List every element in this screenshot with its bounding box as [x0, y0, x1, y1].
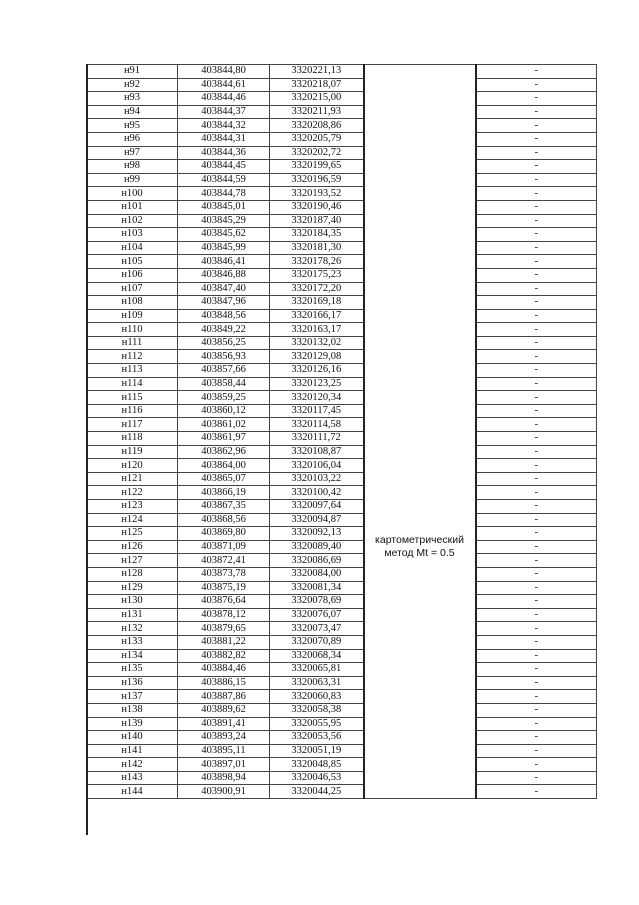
note-cell: -: [476, 268, 597, 282]
point-name-cell: н103: [87, 228, 178, 242]
x-coordinate-cell: 403856,93: [178, 350, 270, 364]
y-coordinate-cell: 3320221,13: [270, 65, 364, 79]
table-row: [87, 663, 597, 677]
point-name-cell: н139: [87, 717, 178, 731]
y-coordinate-cell: 3320184,35: [270, 228, 364, 242]
table-row: [87, 268, 597, 282]
point-name-cell: н97: [87, 146, 178, 160]
x-coordinate-cell: 403887,86: [178, 690, 270, 704]
x-coordinate-cell: 403861,97: [178, 432, 270, 446]
point-name-cell: н114: [87, 377, 178, 391]
x-coordinate-cell: 403898,94: [178, 771, 270, 785]
y-coordinate-cell: 3320211,93: [270, 105, 364, 119]
y-coordinate-cell: 3320081,34: [270, 581, 364, 595]
x-coordinate-cell: 403845,01: [178, 200, 270, 214]
y-coordinate-cell: 3320065,81: [270, 663, 364, 677]
y-coordinate-cell: 3320114,58: [270, 418, 364, 432]
note-cell: -: [476, 105, 597, 119]
y-coordinate-cell: 3320053,56: [270, 731, 364, 745]
y-coordinate-cell: 3320106,04: [270, 459, 364, 473]
method-cell-upper: [364, 65, 476, 296]
x-coordinate-cell: 403871,09: [178, 540, 270, 554]
table-row: [87, 703, 597, 717]
y-coordinate-cell: 3320103,22: [270, 472, 364, 486]
note-cell: -: [476, 309, 597, 323]
note-cell: -: [476, 703, 597, 717]
x-coordinate-cell: 403860,12: [178, 404, 270, 418]
y-coordinate-cell: 3320097,64: [270, 500, 364, 514]
note-cell: -: [476, 132, 597, 146]
table-row: [87, 350, 597, 364]
note-cell: -: [476, 622, 597, 636]
x-coordinate-cell: 403889,62: [178, 703, 270, 717]
point-name-cell: н105: [87, 255, 178, 269]
table-row: [87, 540, 597, 554]
table-row: [87, 309, 597, 323]
note-cell: -: [476, 78, 597, 92]
table-row: [87, 690, 597, 704]
x-coordinate-cell: 403884,46: [178, 663, 270, 677]
point-name-cell: н92: [87, 78, 178, 92]
y-coordinate-cell: 3320208,86: [270, 119, 364, 133]
point-name-cell: н112: [87, 350, 178, 364]
table-row: [87, 500, 597, 514]
x-coordinate-cell: 403866,19: [178, 486, 270, 500]
note-cell: -: [476, 649, 597, 663]
point-name-cell: н93: [87, 92, 178, 106]
point-name-cell: н132: [87, 622, 178, 636]
x-coordinate-cell: 403857,66: [178, 364, 270, 378]
table-row: [87, 567, 597, 581]
note-cell: -: [476, 771, 597, 785]
coordinates-table: [86, 64, 597, 799]
x-coordinate-cell: 403844,61: [178, 78, 270, 92]
x-coordinate-cell: 403844,59: [178, 173, 270, 187]
point-name-cell: н104: [87, 241, 178, 255]
table-row: [87, 65, 597, 79]
x-coordinate-cell: 403886,15: [178, 676, 270, 690]
note-cell: -: [476, 323, 597, 337]
x-coordinate-cell: 403891,41: [178, 717, 270, 731]
note-cell: -: [476, 608, 597, 622]
table-row: [87, 445, 597, 459]
y-coordinate-cell: 3320132,02: [270, 336, 364, 350]
y-coordinate-cell: 3320196,59: [270, 173, 364, 187]
y-coordinate-cell: 3320076,07: [270, 608, 364, 622]
y-coordinate-cell: 3320215,00: [270, 92, 364, 106]
y-coordinate-cell: 3320046,53: [270, 771, 364, 785]
table-row: [87, 200, 597, 214]
point-name-cell: н131: [87, 608, 178, 622]
x-coordinate-cell: 403868,56: [178, 513, 270, 527]
point-name-cell: н101: [87, 200, 178, 214]
x-coordinate-cell: 403861,02: [178, 418, 270, 432]
y-coordinate-cell: 3320218,07: [270, 78, 364, 92]
note-cell: -: [476, 731, 597, 745]
x-coordinate-cell: 403873,78: [178, 567, 270, 581]
note-cell: -: [476, 581, 597, 595]
point-name-cell: н91: [87, 65, 178, 79]
method-cell: картометрический метод Mt = 0.5: [364, 296, 476, 799]
table-row: [87, 459, 597, 473]
x-coordinate-cell: 403897,01: [178, 758, 270, 772]
table-row: [87, 228, 597, 242]
x-coordinate-cell: 403872,41: [178, 554, 270, 568]
point-name-cell: н100: [87, 187, 178, 201]
x-coordinate-cell: 403849,22: [178, 323, 270, 337]
note-cell: -: [476, 296, 597, 310]
x-coordinate-cell: 403864,00: [178, 459, 270, 473]
x-coordinate-cell: 403845,62: [178, 228, 270, 242]
note-cell: -: [476, 200, 597, 214]
x-coordinate-cell: 403882,82: [178, 649, 270, 663]
y-coordinate-cell: 3320190,46: [270, 200, 364, 214]
table-row: [87, 486, 597, 500]
x-coordinate-cell: 403867,35: [178, 500, 270, 514]
table-row: [87, 432, 597, 446]
point-name-cell: н135: [87, 663, 178, 677]
note-cell: -: [476, 255, 597, 269]
point-name-cell: н106: [87, 268, 178, 282]
table-row: [87, 731, 597, 745]
x-coordinate-cell: 403893,24: [178, 731, 270, 745]
table-row: [87, 635, 597, 649]
point-name-cell: н130: [87, 595, 178, 609]
table-row: [87, 676, 597, 690]
note-cell: -: [476, 336, 597, 350]
x-coordinate-cell: 403879,65: [178, 622, 270, 636]
x-coordinate-cell: 403844,80: [178, 65, 270, 79]
y-coordinate-cell: 3320094,87: [270, 513, 364, 527]
point-name-cell: н120: [87, 459, 178, 473]
table-row: [87, 513, 597, 527]
y-coordinate-cell: 3320126,16: [270, 364, 364, 378]
note-cell: -: [476, 391, 597, 405]
x-coordinate-cell: 403846,41: [178, 255, 270, 269]
x-coordinate-cell: 403875,19: [178, 581, 270, 595]
x-coordinate-cell: 403876,64: [178, 595, 270, 609]
table-row: [87, 472, 597, 486]
table-row: [87, 744, 597, 758]
point-name-cell: н136: [87, 676, 178, 690]
x-coordinate-cell: 403878,12: [178, 608, 270, 622]
point-name-cell: н109: [87, 309, 178, 323]
x-coordinate-cell: 403869,80: [178, 527, 270, 541]
y-coordinate-cell: 3320111,72: [270, 432, 364, 446]
point-name-cell: н144: [87, 785, 178, 799]
note-cell: -: [476, 540, 597, 554]
table-body: [87, 65, 597, 799]
point-name-cell: н115: [87, 391, 178, 405]
table-row: [87, 255, 597, 269]
table-row: [87, 160, 597, 174]
point-name-cell: н113: [87, 364, 178, 378]
table-row: [87, 78, 597, 92]
x-coordinate-cell: 403844,31: [178, 132, 270, 146]
note-cell: -: [476, 241, 597, 255]
table-row: [87, 146, 597, 160]
x-coordinate-cell: 403844,37: [178, 105, 270, 119]
note-cell: -: [476, 445, 597, 459]
point-name-cell: н129: [87, 581, 178, 595]
point-name-cell: н108: [87, 296, 178, 310]
table-row: [87, 282, 597, 296]
y-coordinate-cell: 3320129,08: [270, 350, 364, 364]
point-name-cell: н127: [87, 554, 178, 568]
x-coordinate-cell: 403858,44: [178, 377, 270, 391]
x-coordinate-cell: 403865,07: [178, 472, 270, 486]
note-cell: -: [476, 187, 597, 201]
note-cell: -: [476, 282, 597, 296]
table-row: [87, 323, 597, 337]
point-name-cell: н126: [87, 540, 178, 554]
point-name-cell: н122: [87, 486, 178, 500]
y-coordinate-cell: 3320172,20: [270, 282, 364, 296]
note-cell: -: [476, 418, 597, 432]
table-row: [87, 527, 597, 541]
y-coordinate-cell: 3320060,83: [270, 690, 364, 704]
point-name-cell: н116: [87, 404, 178, 418]
note-cell: -: [476, 377, 597, 391]
table-row: [87, 214, 597, 228]
x-coordinate-cell: 403844,46: [178, 92, 270, 106]
note-cell: -: [476, 567, 597, 581]
table-row: [87, 391, 597, 405]
note-cell: -: [476, 119, 597, 133]
y-coordinate-cell: 3320120,34: [270, 391, 364, 405]
y-coordinate-cell: 3320058,38: [270, 703, 364, 717]
table-row: [87, 173, 597, 187]
x-coordinate-cell: 403846,88: [178, 268, 270, 282]
note-cell: -: [476, 214, 597, 228]
x-coordinate-cell: 403845,29: [178, 214, 270, 228]
point-name-cell: н98: [87, 160, 178, 174]
x-coordinate-cell: 403848,56: [178, 309, 270, 323]
y-coordinate-cell: 3320117,45: [270, 404, 364, 418]
note-cell: -: [476, 160, 597, 174]
point-name-cell: н123: [87, 500, 178, 514]
x-coordinate-cell: 403844,78: [178, 187, 270, 201]
table-row: [87, 554, 597, 568]
point-name-cell: н95: [87, 119, 178, 133]
point-name-cell: н111: [87, 336, 178, 350]
table-row: [87, 336, 597, 350]
x-coordinate-cell: 403845,99: [178, 241, 270, 255]
table-row: [87, 132, 597, 146]
y-coordinate-cell: 3320178,26: [270, 255, 364, 269]
note-cell: -: [476, 513, 597, 527]
note-cell: -: [476, 65, 597, 79]
note-cell: -: [476, 92, 597, 106]
note-cell: -: [476, 459, 597, 473]
table-row: [87, 187, 597, 201]
point-name-cell: н124: [87, 513, 178, 527]
table-row: [87, 241, 597, 255]
point-name-cell: н125: [87, 527, 178, 541]
note-cell: -: [476, 472, 597, 486]
y-coordinate-cell: 3320084,00: [270, 567, 364, 581]
y-coordinate-cell: 3320070,89: [270, 635, 364, 649]
y-coordinate-cell: 3320068,34: [270, 649, 364, 663]
note-cell: -: [476, 404, 597, 418]
note-cell: -: [476, 554, 597, 568]
note-cell: -: [476, 676, 597, 690]
table-row: [87, 717, 597, 731]
table-row: [87, 649, 597, 663]
y-coordinate-cell: 3320199,65: [270, 160, 364, 174]
point-name-cell: н110: [87, 323, 178, 337]
table-row: [87, 418, 597, 432]
y-coordinate-cell: 3320193,52: [270, 187, 364, 201]
point-name-cell: н117: [87, 418, 178, 432]
x-coordinate-cell: 403844,45: [178, 160, 270, 174]
y-coordinate-cell: 3320100,42: [270, 486, 364, 500]
y-coordinate-cell: 3320044,25: [270, 785, 364, 799]
point-name-cell: н118: [87, 432, 178, 446]
note-cell: -: [476, 635, 597, 649]
note-cell: -: [476, 350, 597, 364]
table-row: [87, 785, 597, 799]
y-coordinate-cell: 3320123,25: [270, 377, 364, 391]
y-coordinate-cell: 3320063,31: [270, 676, 364, 690]
y-coordinate-cell: 3320086,69: [270, 554, 364, 568]
table-row: [87, 758, 597, 772]
note-cell: -: [476, 744, 597, 758]
y-coordinate-cell: 3320187,40: [270, 214, 364, 228]
point-name-cell: н107: [87, 282, 178, 296]
y-coordinate-cell: 3320055,95: [270, 717, 364, 731]
table-row: [87, 296, 597, 310]
table-row: [87, 622, 597, 636]
point-name-cell: н134: [87, 649, 178, 663]
y-coordinate-cell: 3320048,85: [270, 758, 364, 772]
table-row: [87, 119, 597, 133]
note-cell: -: [476, 364, 597, 378]
y-coordinate-cell: 3320181,30: [270, 241, 364, 255]
x-coordinate-cell: 403859,25: [178, 391, 270, 405]
x-coordinate-cell: 403862,96: [178, 445, 270, 459]
table-row: [87, 377, 597, 391]
y-coordinate-cell: 3320089,40: [270, 540, 364, 554]
x-coordinate-cell: 403900,91: [178, 785, 270, 799]
point-name-cell: н138: [87, 703, 178, 717]
y-coordinate-cell: 3320078,69: [270, 595, 364, 609]
point-name-cell: н133: [87, 635, 178, 649]
table-row: [87, 364, 597, 378]
note-cell: -: [476, 690, 597, 704]
point-name-cell: н142: [87, 758, 178, 772]
note-cell: -: [476, 173, 597, 187]
y-coordinate-cell: 3320163,17: [270, 323, 364, 337]
note-cell: -: [476, 527, 597, 541]
x-coordinate-cell: 403881,22: [178, 635, 270, 649]
table-row: [87, 92, 597, 106]
x-coordinate-cell: 403847,96: [178, 296, 270, 310]
point-name-cell: н96: [87, 132, 178, 146]
note-cell: -: [476, 758, 597, 772]
y-coordinate-cell: 3320051,19: [270, 744, 364, 758]
x-coordinate-cell: 403844,36: [178, 146, 270, 160]
point-name-cell: н140: [87, 731, 178, 745]
note-cell: -: [476, 486, 597, 500]
y-coordinate-cell: 3320108,87: [270, 445, 364, 459]
note-cell: -: [476, 785, 597, 799]
point-name-cell: н143: [87, 771, 178, 785]
x-coordinate-cell: 403844,32: [178, 119, 270, 133]
note-cell: -: [476, 228, 597, 242]
y-coordinate-cell: 3320175,23: [270, 268, 364, 282]
x-coordinate-cell: 403847,40: [178, 282, 270, 296]
note-cell: -: [476, 500, 597, 514]
note-cell: -: [476, 717, 597, 731]
y-coordinate-cell: 3320092,13: [270, 527, 364, 541]
y-coordinate-cell: 3320073,47: [270, 622, 364, 636]
point-name-cell: н102: [87, 214, 178, 228]
table-row: [87, 771, 597, 785]
note-cell: -: [476, 595, 597, 609]
table-row: [87, 581, 597, 595]
table-row: [87, 608, 597, 622]
y-coordinate-cell: 3320202,72: [270, 146, 364, 160]
point-name-cell: н128: [87, 567, 178, 581]
x-coordinate-cell: 403856,25: [178, 336, 270, 350]
point-name-cell: н99: [87, 173, 178, 187]
point-name-cell: н141: [87, 744, 178, 758]
table-row: [87, 105, 597, 119]
table-row: [87, 595, 597, 609]
y-coordinate-cell: 3320169,18: [270, 296, 364, 310]
table-row: [87, 404, 597, 418]
x-coordinate-cell: 403895,11: [178, 744, 270, 758]
note-cell: -: [476, 432, 597, 446]
y-coordinate-cell: 3320205,79: [270, 132, 364, 146]
table-left-edge: [86, 64, 88, 835]
y-coordinate-cell: 3320166,17: [270, 309, 364, 323]
point-name-cell: н137: [87, 690, 178, 704]
note-cell: -: [476, 146, 597, 160]
note-cell: -: [476, 663, 597, 677]
point-name-cell: н94: [87, 105, 178, 119]
point-name-cell: н119: [87, 445, 178, 459]
point-name-cell: н121: [87, 472, 178, 486]
